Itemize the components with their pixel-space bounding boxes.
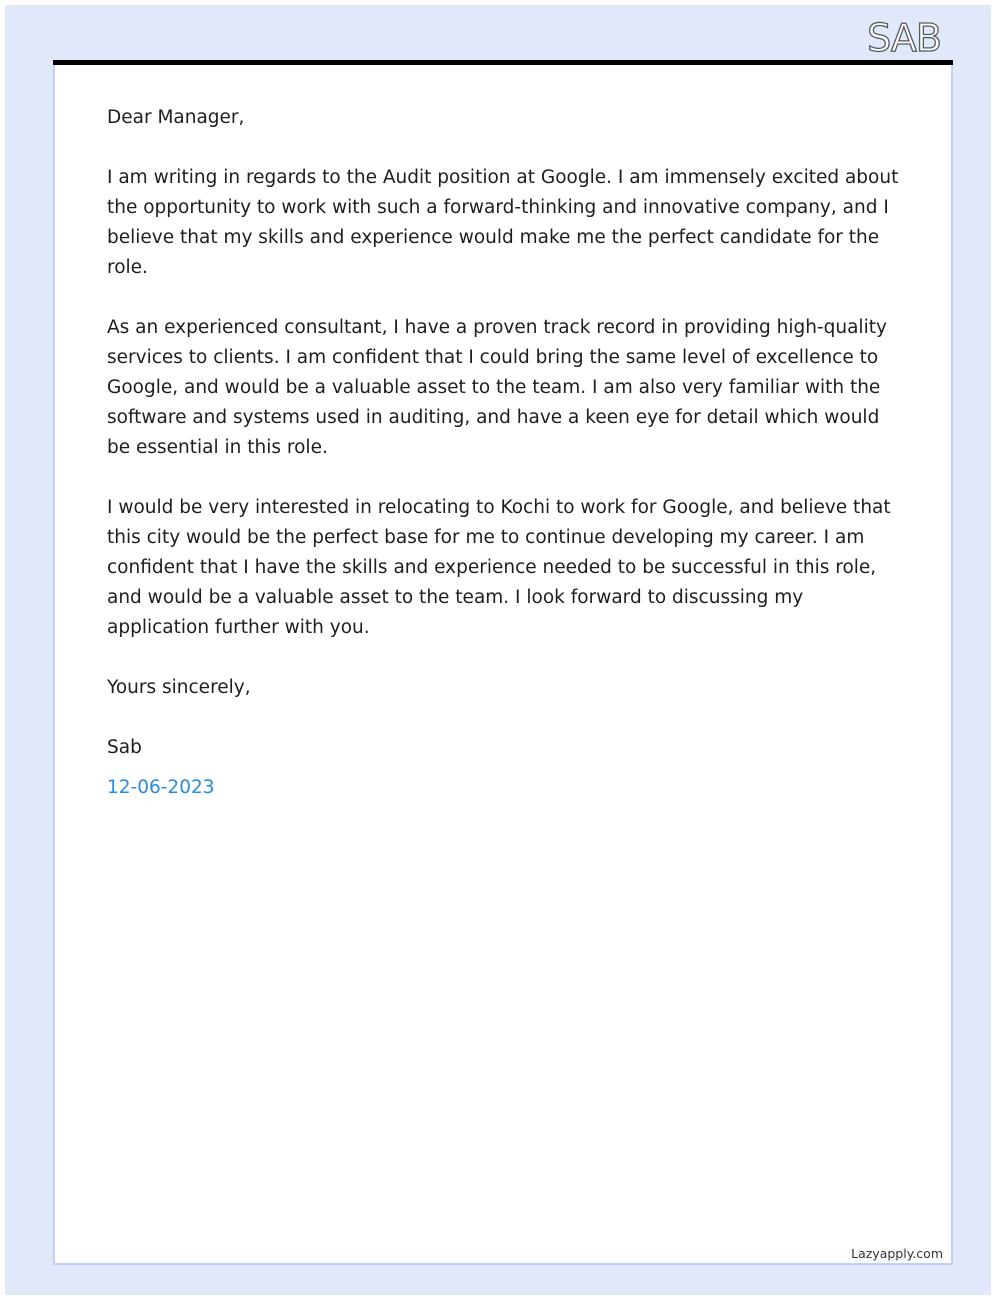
closing: Yours sincerely, [107,677,251,698]
paragraph-experience: As an experienced consultant, I have a proven track record in providing high-quality services to clients. I am confident that I could bring the same level of excellence to Google, and would be a valuable asset to the team. I am also very familiar with the software and systems used in auditing, and have a keen eye for detail which would be essential in this role. [107,317,887,458]
paragraph-relocation: I would be very interested in relocating to Kochi to work for Google, and believe that this city would be the perfect base for me to continue developing my career. I am confident that I have the skills and experience needed to be successful in this role, and would be a valuable asset to the team. I look forward to discussing my application further with you. [107,497,891,638]
cover-letter-body [107,103,907,803]
letter-date: 12-06-2023 [107,777,215,798]
salutation: Dear Manager, [107,107,245,128]
footer-brand: Lazyapply.com [851,1246,943,1261]
page-background [5,5,991,1295]
paragraph-intro: I am writing in regards to the Audit position at Google. I am immensely excited about the opportunity to work with such a forward-thinking and innovative company, and I believe that my skills and experience would make me the perfect candidate for the role. [107,167,899,278]
monogram-logo: SAB [867,16,941,60]
signature: Sab [107,737,142,758]
letter-page [53,65,953,1265]
